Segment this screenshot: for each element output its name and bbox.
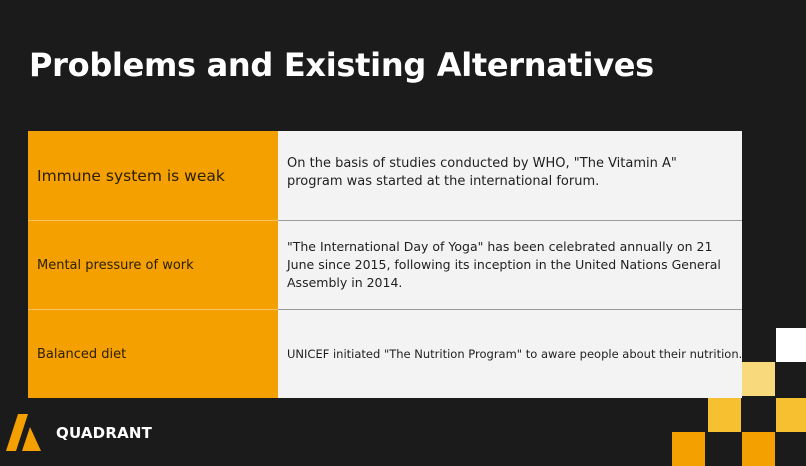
- decor-square: [708, 398, 741, 432]
- table-row: [28, 220, 742, 309]
- alternative-cell: UNICEF initiated "The Nutrition Program" to aware people about their nutrition.: [278, 309, 742, 398]
- decor-square: [776, 398, 806, 432]
- problem-cell: Balanced diet: [28, 309, 278, 398]
- decor-square: [672, 432, 705, 466]
- table-row: [28, 131, 742, 220]
- decor-square: [742, 432, 775, 466]
- table-row: [28, 309, 742, 398]
- problem-cell: Immune system is weak: [28, 131, 278, 220]
- alternative-cell: "The International Day of Yoga" has been celebrated annually on 21 June since 2015, following its inception in the United Nations General Assembly in 2014.: [278, 220, 742, 309]
- decor-square: [742, 362, 775, 396]
- slide-title: Problems and Existing Alternatives: [29, 46, 654, 84]
- brand-name: QUADRANT: [56, 424, 153, 442]
- quadrant-logo-icon: [6, 414, 42, 452]
- brand-logo: [6, 414, 152, 452]
- problems-table: [28, 131, 742, 398]
- problem-cell: Mental pressure of work: [28, 220, 278, 309]
- alternative-cell: On the basis of studies conducted by WHO, "The Vitamin A" program was started at the international forum.: [278, 131, 742, 220]
- decor-square: [776, 328, 806, 362]
